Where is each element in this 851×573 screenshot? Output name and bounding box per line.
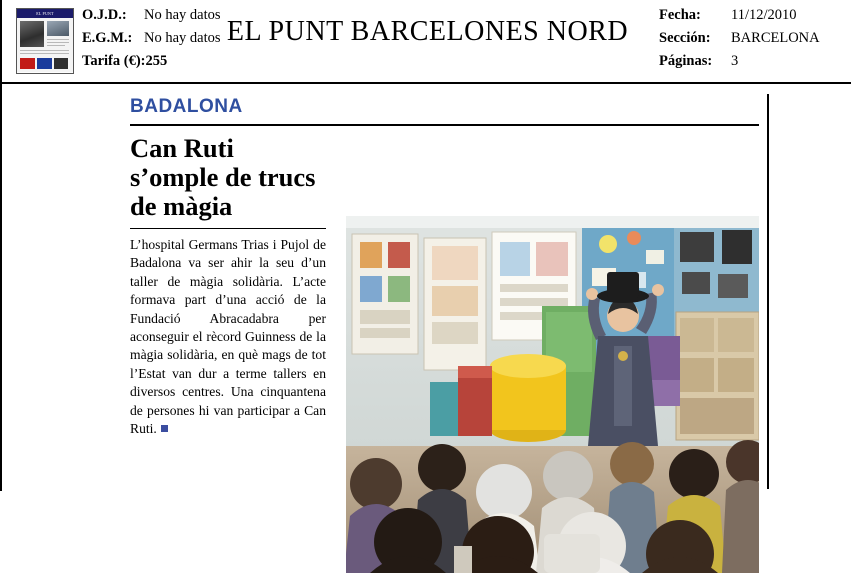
- section-kicker: BADALONA: [130, 96, 243, 117]
- seccion-value: BARCELONA: [731, 30, 820, 46]
- ojd-label: O.J.D.:: [82, 7, 127, 23]
- article-headline: Can Ruti s’omple de trucs de màgia: [130, 133, 316, 221]
- thumbnail-color-block: [20, 58, 35, 69]
- tarifa-label: Tarifa (€):: [82, 53, 146, 69]
- article-text: [130, 236, 326, 438]
- article-photo: [346, 216, 759, 573]
- thumbnail-text-line: [20, 50, 69, 51]
- article-text-content: L’hospital Germans Trias i Pujol de Badalona va ser ahir la seu d’un taller de màgia solidària. L’acte formava part d’una acció de la Fundació Abracadabra per aconseguir el rècord Guinness de la màgia solidària, en què mags de tot l’Estat van dur a terme tallers en diversos centres. Una cinquantena de persones hi van participar a Can Ruti.: [130, 237, 326, 437]
- thumbnail-text-line: [20, 53, 69, 54]
- end-mark-icon: [161, 425, 168, 432]
- meta-row-tarifa: [82, 53, 221, 76]
- paginas-label: Páginas:: [659, 53, 713, 69]
- magic-workshop-photo: [346, 216, 759, 573]
- article-body: [2, 82, 851, 489]
- paginas-value: 3: [731, 53, 739, 69]
- header-meta-right: [659, 7, 839, 76]
- meta-row-seccion: [659, 30, 839, 53]
- column-rule-right: [767, 94, 769, 489]
- ojd-value: No hay datos: [144, 7, 221, 23]
- egm-value: No hay datos: [144, 30, 221, 46]
- tarifa-value: 255: [145, 53, 168, 69]
- thumbnail-masthead: EL PUNT: [17, 9, 73, 18]
- thumbnail-color-block: [37, 58, 52, 69]
- headline-divider: [130, 228, 326, 229]
- thumbnail-color-block: [54, 58, 68, 69]
- egm-label: E.G.M.:: [82, 30, 133, 46]
- publication-title: EL PUNT BARCELONES NORD: [226, 16, 629, 47]
- meta-row-fecha: [659, 7, 839, 30]
- document-header: [2, 0, 851, 82]
- fecha-value: 11/12/2010: [731, 7, 797, 23]
- seccion-label: Sección:: [659, 30, 711, 46]
- kicker-divider: [130, 124, 759, 126]
- fecha-label: Fecha:: [659, 7, 701, 23]
- meta-row-paginas: [659, 53, 839, 76]
